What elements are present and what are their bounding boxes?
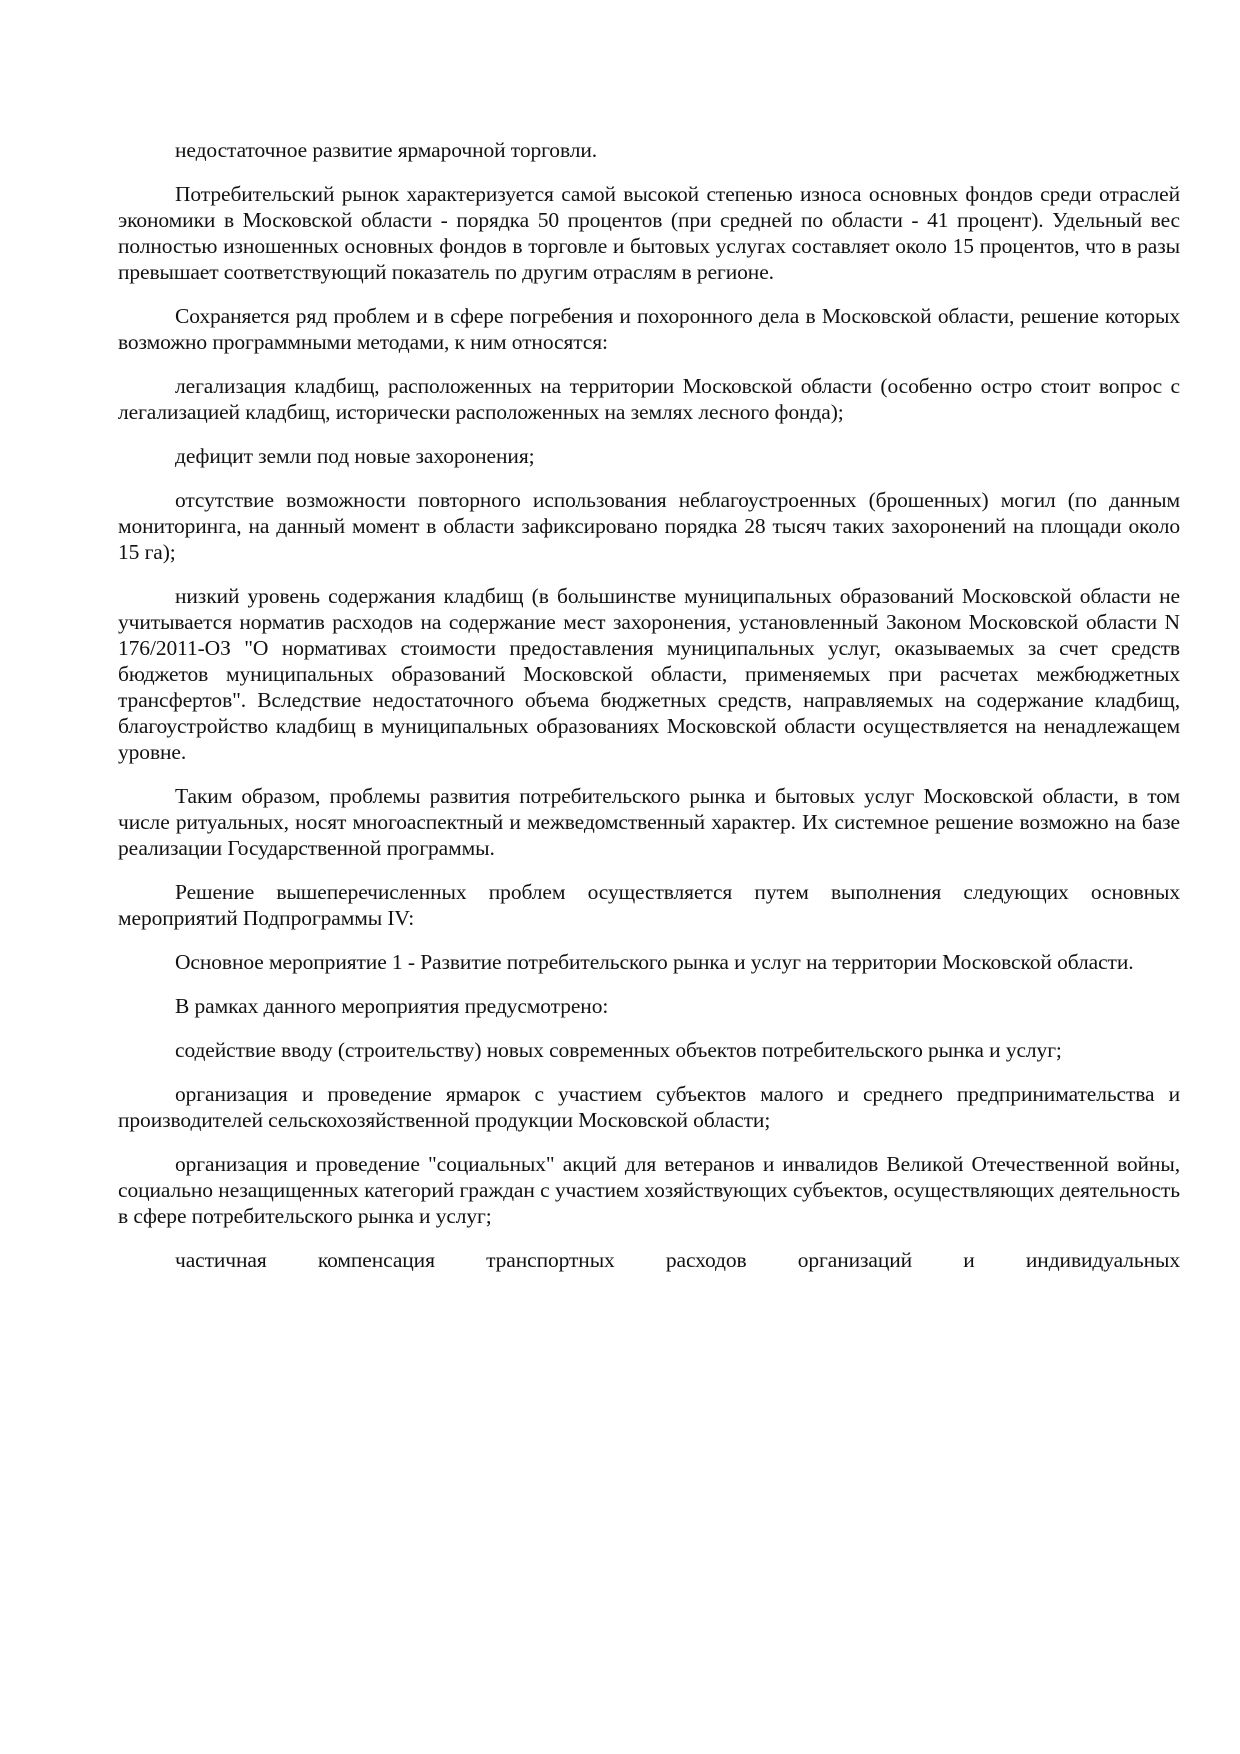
- paragraph-new-facilities: содействие вводу (строительству) новых современных объектов потребительского рынка и услуг;: [175, 1038, 1062, 1062]
- paragraph-cemetery-maintenance: низкий уровень содержания кладбищ (в большинстве муниципальных образований Московской области не учитывается норматив расходов на содержание мест захоронения, установленный Законом Московской области N 176/2011-ОЗ "О нормативах стоимости предоставления муниципальных услуг, оказываемых за счет средств бюджетов муниципальных образований Московской области, применяемых при расчетах межбюджетных трансфертов". Вследствие недостаточного объема бюджетных средств, направляемых на содержание кладбищ, благоустройство кладбищ в муниципальных образованиях Московской области осуществляется на ненадлежащем уровне.: [118, 584, 1180, 764]
- paragraph-conclusion: Таким образом, проблемы развития потребительского рынка и бытовых услуг Московской области, в том числе ритуальных, носят многоаспектный и межведомственный характер. Их системное решение возможно на базе реализации Государственной программы.: [118, 784, 1180, 860]
- paragraph-transport-compensation: частичная компенсация транспортных расходов организаций и индивидуальных: [175, 1248, 1180, 1272]
- paragraph-fair-trade: недостаточное развитие ярмарочной торговли.: [175, 138, 598, 162]
- paragraph-social-actions: организация и проведение "социальных" акций для ветеранов и инвалидов Великой Отечественной войны, социально незащищенных категорий граждан с участием хозяйствующих субъектов, осуществляющих деятельность в сфере потребительского рынка и услуг;: [118, 1152, 1180, 1228]
- document-page: [118, 137, 1180, 1273]
- paragraph-burial-problems-intro: Сохраняется ряд проблем и в сфере погребения и похоронного дела в Московской области, решение которых возможно программными методами, к ним относятся:: [118, 304, 1180, 354]
- paragraph-cemetery-legalization: легализация кладбищ, расположенных на территории Московской области (особенно остро стоит вопрос с легализацией кладбищ, исторически расположенных на землях лесного фонда);: [118, 374, 1180, 424]
- paragraph-solution-intro: Решение вышеперечисленных проблем осуществляется путем выполнения следующих основных мероприятий Подпрограммы IV:: [118, 880, 1180, 930]
- paragraph-activity-scope: В рамках данного мероприятия предусмотрено:: [175, 994, 609, 1018]
- paragraph-main-activity-1: Основное мероприятие 1 - Развитие потребительского рынка и услуг на территории Московской области.: [175, 950, 1134, 974]
- paragraph-fixed-assets-wear: Потребительский рынок характеризуется самой высокой степенью износа основных фондов среди отраслей экономики в Московской области - порядка 50 процентов (при средней по области - 41 процент). Удельный вес полностью изношенных основных фондов в торговле и бытовых услугах составляет около 15 процентов, что в разы превышает соответствующий показатель по другим отраслям в регионе.: [118, 182, 1180, 284]
- paragraph-fairs: организация и проведение ярмарок с участием субъектов малого и среднего предпринимательства и производителей сельскохозяйственной продукции Московской области;: [118, 1082, 1180, 1132]
- paragraph-abandoned-graves: отсутствие возможности повторного использования неблагоустроенных (брошенных) могил (по данным мониторинга, на данный момент в области зафиксировано порядка 28 тысяч таких захоронений на площади около 15 га);: [118, 488, 1180, 564]
- paragraph-land-deficit: дефицит земли под новые захоронения;: [175, 444, 535, 468]
